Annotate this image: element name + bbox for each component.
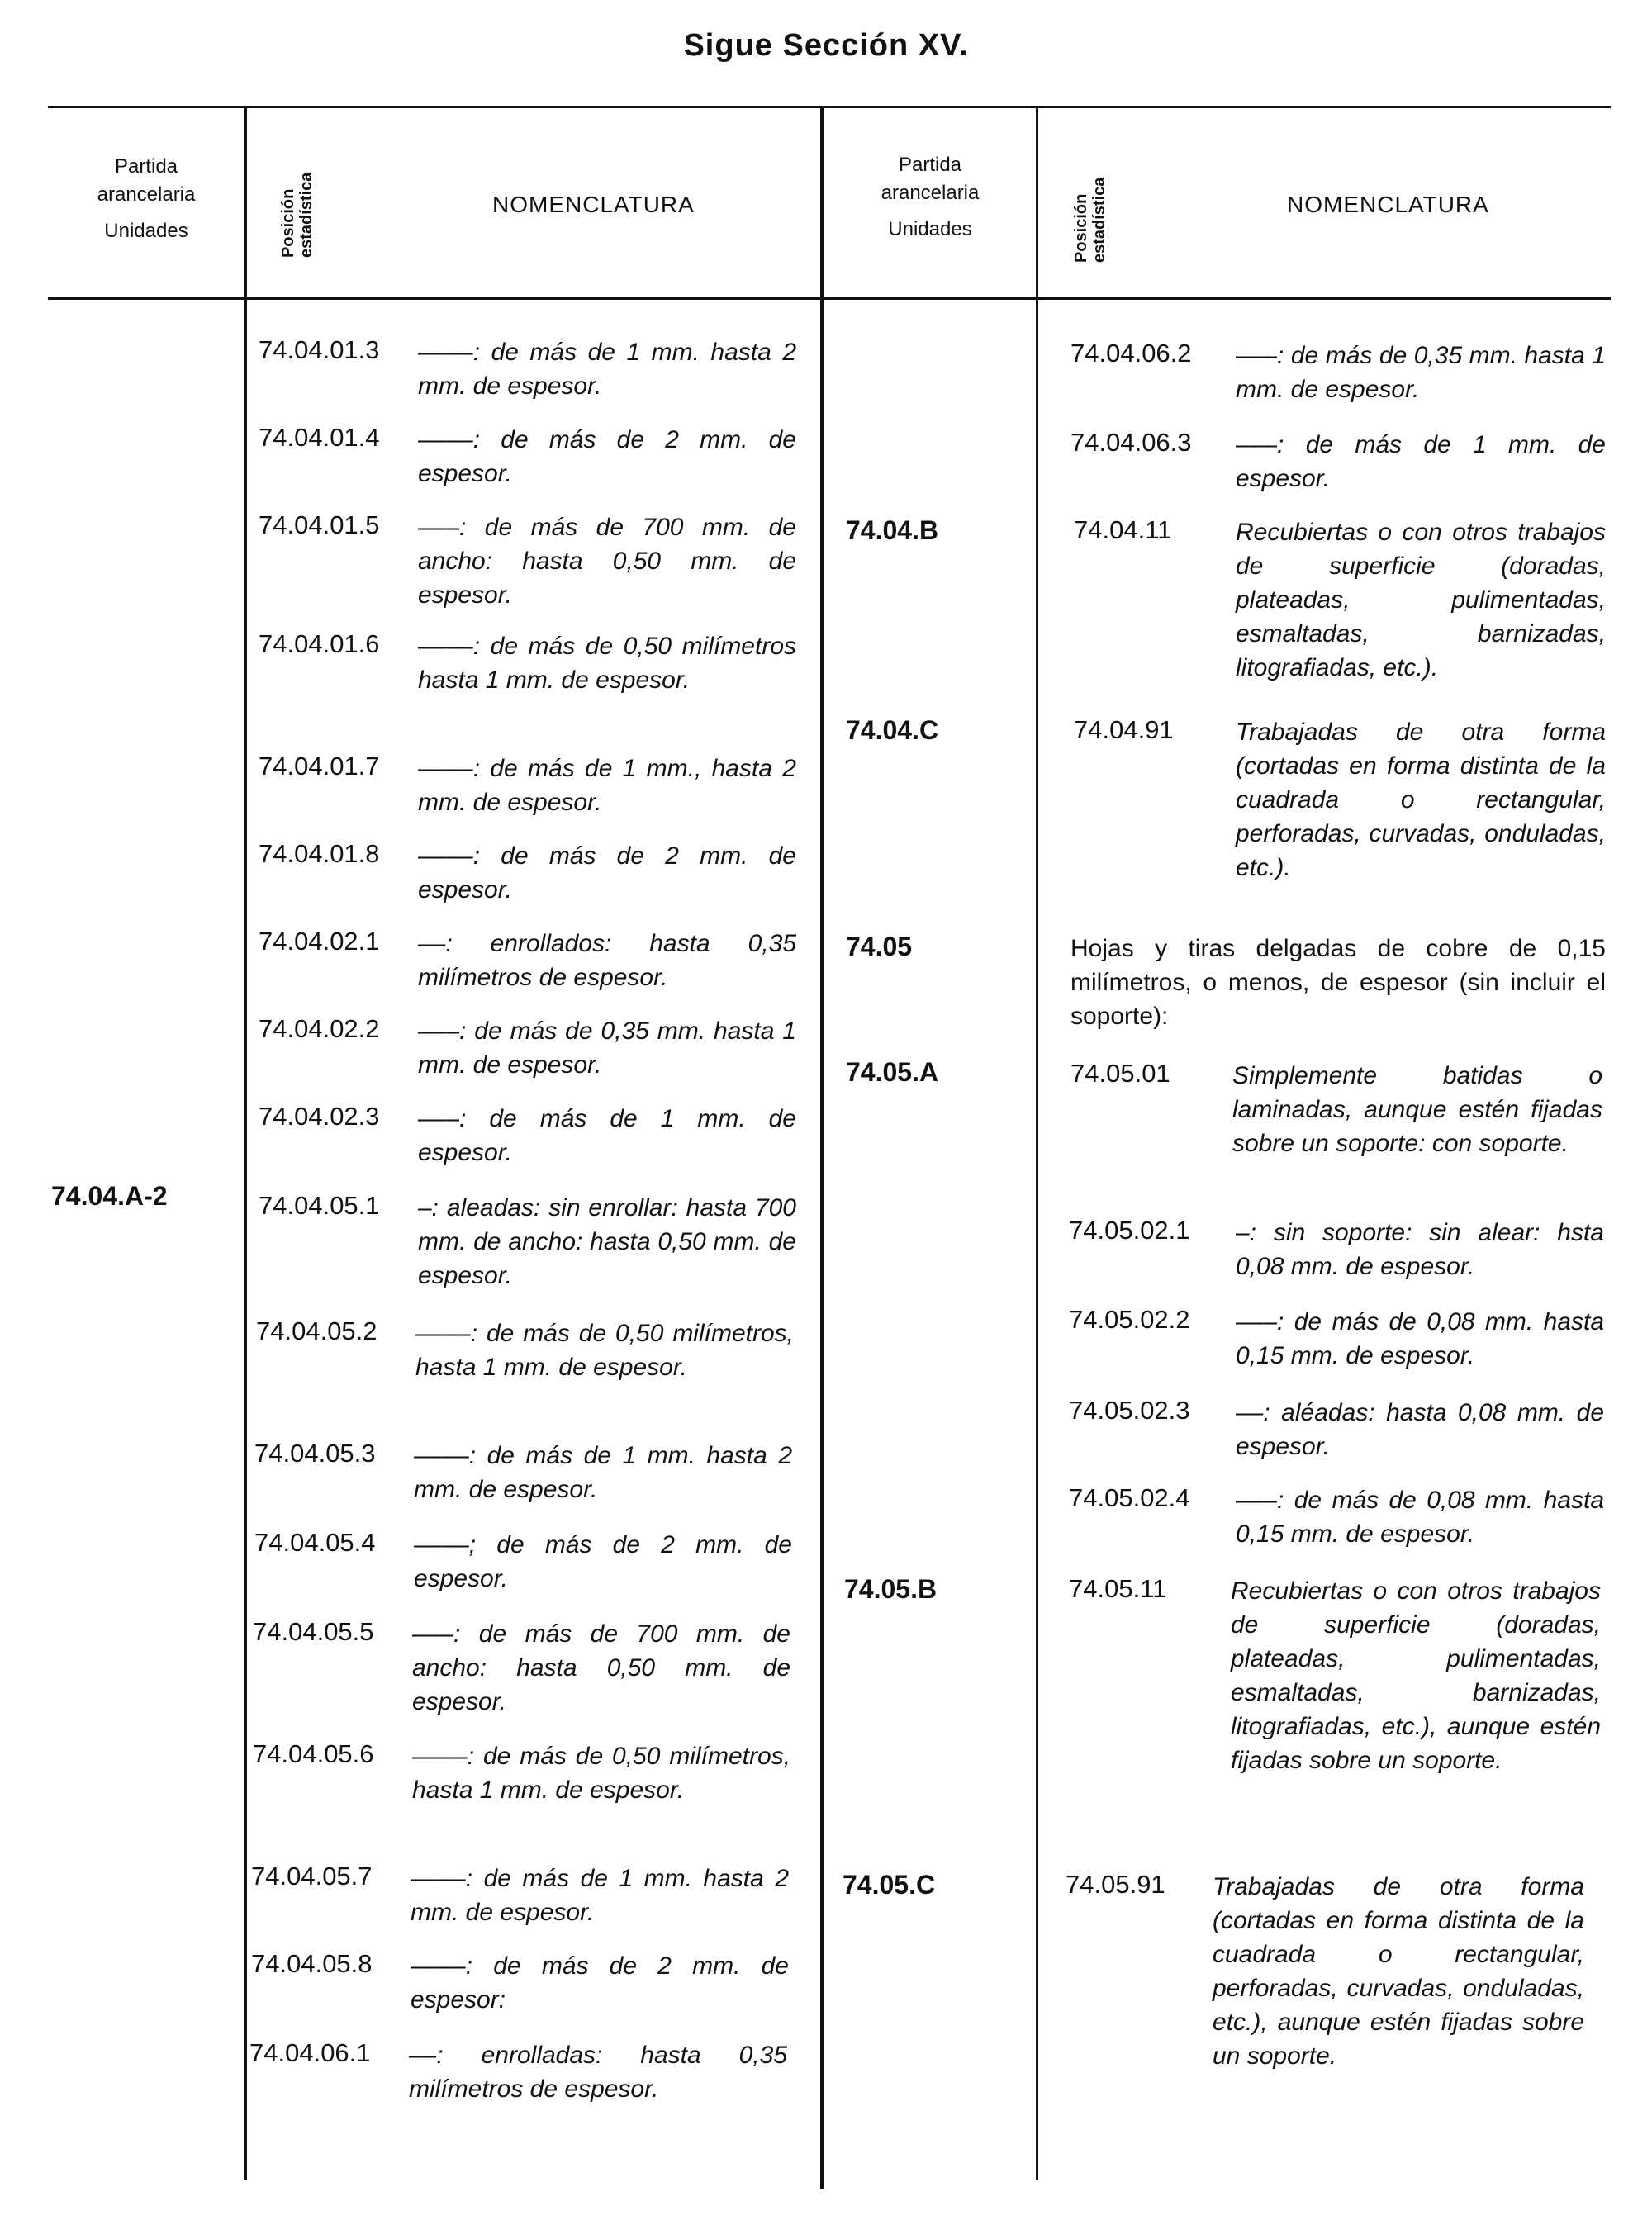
header-posicion-line2: estadística (297, 172, 316, 258)
position-description: Recubiertas o con otros trabajos de superficie (doradas, plateadas, pulimentadas, esmaltadas, barnizadas, litografiadas, etc.). (1236, 519, 1606, 681)
header-partida-right (826, 151, 1034, 244)
position-description: ––––: de más de 0,50 milímetros hasta 1 mm. de espesor. (418, 633, 796, 694)
position-code: 74.04.06.3 (1070, 428, 1192, 457)
position-description: ––––: de más de 1 mm. hasta 2 mm. de espesor. (411, 1865, 789, 1926)
column-divider-1 (244, 107, 247, 2180)
position-code: 74.05.02.1 (1069, 1216, 1190, 1245)
position-description: ––––: de más de 1 mm. hasta 2 mm. de espesor. (418, 339, 796, 400)
position-description: ––––; de más de 2 mm. de espesor. (414, 1531, 792, 1592)
position-description: ––––: de más de 1 mm. hasta 2 mm. de espesor. (414, 1442, 792, 1503)
position-code: 74.04.02.2 (259, 1014, 380, 1043)
header-posicion-left (279, 173, 316, 258)
position-description: ––: enrolladas: hasta 0,35 milímetros de espesor. (409, 2042, 787, 2103)
position-code: 74.04.01.6 (259, 629, 380, 658)
column-divider-3 (1036, 107, 1038, 2180)
header-partida-line3: Unidades (104, 220, 188, 242)
position-description: –––: de más de 0,08 mm. hasta 0,15 mm. de espesor. (1236, 1308, 1604, 1369)
position-code: 74.04.11 (1074, 515, 1172, 544)
position-description: –––: de más de 1 mm. de espesor. (1236, 431, 1606, 492)
header-nomenclatura-right: NOMENCLATURA (1287, 192, 1489, 217)
position-description: –––: de más de 1 mm. de espesor. (418, 1105, 796, 1166)
header-partida-line2: arancelaria (97, 183, 196, 206)
position-description: –––: de más de 0,35 mm. hasta 1 mm. de espesor. (1236, 342, 1606, 403)
header-partida-line1: Partida (114, 155, 178, 178)
position-description: ––––: de más de 1 mm., hasta 2 mm. de espesor. (418, 755, 796, 816)
column-divider-center (820, 107, 824, 2189)
partida-arancelaria: 74.04.C (846, 715, 939, 745)
position-description: –––: de más de 700 mm. de ancho: hasta 0,50 mm. de espesor. (418, 514, 796, 609)
position-code: 74.04.05.1 (259, 1191, 380, 1220)
position-description: –––: de más de 700 mm. de ancho: hasta 0,50 mm. de espesor. (412, 1620, 790, 1715)
header-posicion-line1: Posición (1072, 193, 1090, 263)
position-description: Simplemente batidas o laminadas, aunque estén fijadas sobre un soporte: con soporte. (1232, 1062, 1602, 1157)
partida-arancelaria: 74.05.B (844, 1574, 938, 1604)
position-description: ––: enrollados: hasta 0,35 milímetros de espesor. (418, 930, 796, 991)
position-code: 74.04.01.5 (259, 510, 380, 539)
position-description: Trabajadas de otra forma (cortadas en forma distinta de la cuadrada o rectangular, perforadas, curvadas, onduladas, etc.). (1236, 719, 1606, 881)
position-code: 74.04.05.4 (254, 1528, 376, 1557)
position-description: ––––: de más de 2 mm. de espesor. (418, 426, 796, 487)
page-title: Sigue Sección XV. (683, 28, 969, 63)
position-description: ––––: de más de 0,50 milímetros, hasta 1 mm. de espesor. (415, 1320, 794, 1381)
position-code: 74.05.01 (1070, 1059, 1170, 1088)
position-description: Trabajadas de otra forma (cortadas en forma distinta de la cuadrada o rectangular, perforadas, curvadas, onduladas, etc.), aunque estén fijadas sobre un soporte. (1213, 1873, 1584, 2070)
position-code: 74.05.02.4 (1069, 1483, 1190, 1512)
partida-arancelaria: 74.05 (846, 932, 913, 961)
position-code: 74.04.06.1 (249, 2038, 371, 2067)
header-posicion-line2: estadística (1090, 177, 1108, 263)
position-description: ––––: de más de 2 mm. de espesor. (418, 842, 796, 904)
position-code: 74.04.01.3 (259, 335, 380, 364)
position-code: 74.04.05.8 (251, 1949, 373, 1978)
position-description: –: aleadas: sin enrollar: hasta 700 mm. de ancho: hasta 0,50 mm. de espesor. (418, 1194, 796, 1289)
partida-arancelaria: 74.05.A (846, 1057, 939, 1087)
position-description: Recubiertas o con otros trabajos de superficie (doradas, plateadas, pulimentadas, esmaltadas, barnizadas, litografiadas, etc.), aunque estén fijadas sobre un soporte. (1231, 1577, 1601, 1774)
position-description: ––––: de más de 2 mm. de espesor: (411, 1952, 789, 2014)
heading-74-05: Hojas y tiras delgadas de cobre de 0,15 milímetros, o menos, de espesor (sin incluir el soporte): (1070, 935, 1606, 1030)
header-posicion-right (1072, 178, 1108, 263)
header-partida-line1: Partida (898, 154, 962, 176)
partida-arancelaria: 74.04.A-2 (51, 1181, 168, 1211)
position-code: 74.05.91 (1066, 1870, 1165, 1899)
position-code: 74.04.05.7 (251, 1862, 373, 1890)
position-code: 74.04.06.2 (1070, 339, 1192, 368)
position-code: 74.04.01.4 (259, 423, 380, 452)
position-description: ––––: de más de 0,50 milímetros, hasta 1 mm. de espesor. (412, 1743, 790, 1804)
position-description: –––: de más de 0,35 mm. hasta 1 mm. de espesor. (418, 1017, 796, 1079)
position-code: 74.04.02.1 (259, 927, 380, 956)
position-description: –––: de más de 0,08 mm. hasta 0,15 mm. de espesor. (1236, 1487, 1604, 1548)
header-partida-left (50, 153, 243, 245)
table-top-rule (48, 106, 1611, 108)
position-code: 74.04.91 (1074, 715, 1174, 744)
header-bottom-rule (48, 297, 1611, 300)
position-code: 74.05.11 (1069, 1574, 1167, 1603)
position-code: 74.04.01.8 (259, 839, 380, 868)
position-code: 74.05.02.2 (1069, 1305, 1190, 1334)
position-code: 74.05.02.3 (1069, 1396, 1190, 1425)
header-partida-line2: arancelaria (881, 182, 980, 204)
header-posicion-line1: Posición (279, 188, 297, 258)
position-code: 74.04.01.7 (259, 752, 380, 780)
position-code: 74.04.05.5 (253, 1617, 374, 1646)
header-partida-line3: Unidades (888, 218, 972, 240)
position-code: 74.04.05.3 (254, 1439, 376, 1468)
position-code: 74.04.05.2 (256, 1316, 377, 1345)
header-nomenclatura-left: NOMENCLATURA (492, 192, 695, 217)
position-description: ––: aléadas: hasta 0,08 mm. de espesor. (1236, 1399, 1604, 1460)
partida-arancelaria: 74.04.B (846, 515, 939, 545)
position-code: 74.04.05.6 (253, 1739, 374, 1768)
position-description: –: sin soporte: sin alear: hsta 0,08 mm. de espesor. (1236, 1219, 1604, 1280)
partida-arancelaria: 74.05.C (843, 1870, 936, 1900)
position-code: 74.04.02.3 (259, 1102, 380, 1131)
